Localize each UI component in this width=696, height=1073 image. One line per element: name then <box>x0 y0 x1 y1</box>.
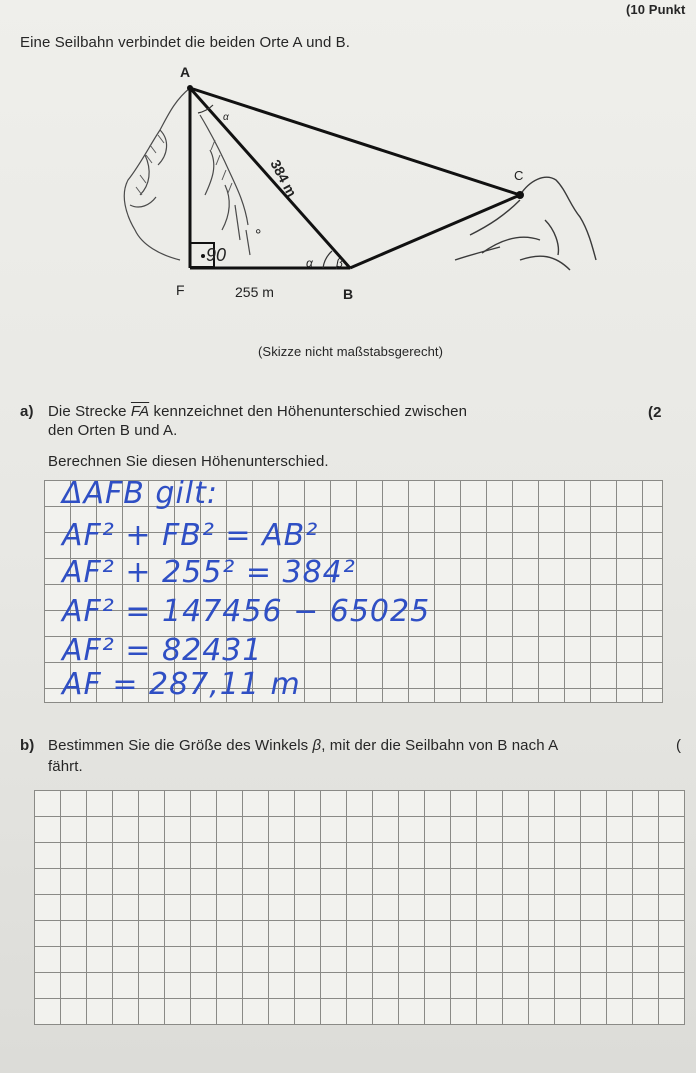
hand-line-1: ΔAFB gilt: <box>62 476 219 511</box>
cable-car-sketch <box>0 55 696 355</box>
task-a-text-after: kennzeichnet den Höhenunterschied zwischen <box>153 403 468 420</box>
task-b-letter: b) <box>20 737 35 754</box>
points-label: (10 Punkt <box>626 2 686 17</box>
hand-alpha-top: α <box>223 112 229 123</box>
sketch-note: (Skizze nicht maßstabsgerecht) <box>258 344 444 359</box>
task-a-line2: den Orten B und A. <box>48 422 178 439</box>
hand-angle-90: 90 <box>206 245 227 265</box>
angle-arc-b <box>323 251 332 268</box>
answer-grid-b[interactable] <box>34 790 685 1025</box>
hand-line-3: AF² + 255² = 384² <box>62 555 356 590</box>
task-b-text-after: , mit der die Seilbahn von B nach A <box>321 737 559 754</box>
task-b-points: ( <box>676 737 682 754</box>
hand-line-2: AF² + FB² = AB² <box>62 518 319 553</box>
task-a-text-before: Die Strecke <box>48 403 127 420</box>
length-fb: 255 m <box>235 284 274 300</box>
triangle-lines <box>190 88 520 268</box>
task-b-text-before: Bestimmen Sie die Größe des Winkels <box>48 737 309 754</box>
left-cliff-drawing <box>124 88 250 260</box>
beta-symbol: β <box>312 737 322 754</box>
right-mountain-drawing <box>455 177 596 270</box>
task-a-instruction: Berechnen Sie diesen Höhenunterschied. <box>48 453 329 470</box>
length-ab: 384 m <box>267 156 301 200</box>
hand-line-6: AF = 287,11 m <box>62 667 301 702</box>
point-c-dot <box>516 191 524 199</box>
label-f: F <box>176 282 185 298</box>
intro-text: Eine Seilbahn verbindet die beiden Orte A und B. <box>20 34 351 51</box>
label-b: B <box>343 286 354 302</box>
hand-line-4: AF² = 147456 − 65025 <box>62 594 431 629</box>
point-a-dot <box>187 85 193 91</box>
task-a-text <box>48 403 467 420</box>
segment-fa: $\overline{FA}$ <box>130 403 150 420</box>
hand-line-5: AF² = 82431 <box>62 633 263 668</box>
task-a-points: (2 <box>648 404 662 421</box>
task-a-letter: a) <box>20 403 34 420</box>
hand-degree: ° <box>255 227 262 244</box>
hand-beta: β <box>336 256 343 270</box>
cliff-hatching <box>136 135 232 195</box>
task-b-line2: fährt. <box>48 758 83 775</box>
hand-alpha: α <box>306 256 313 270</box>
label-a: A <box>180 64 191 80</box>
task-b-text <box>48 737 558 754</box>
label-c: C <box>514 168 524 183</box>
